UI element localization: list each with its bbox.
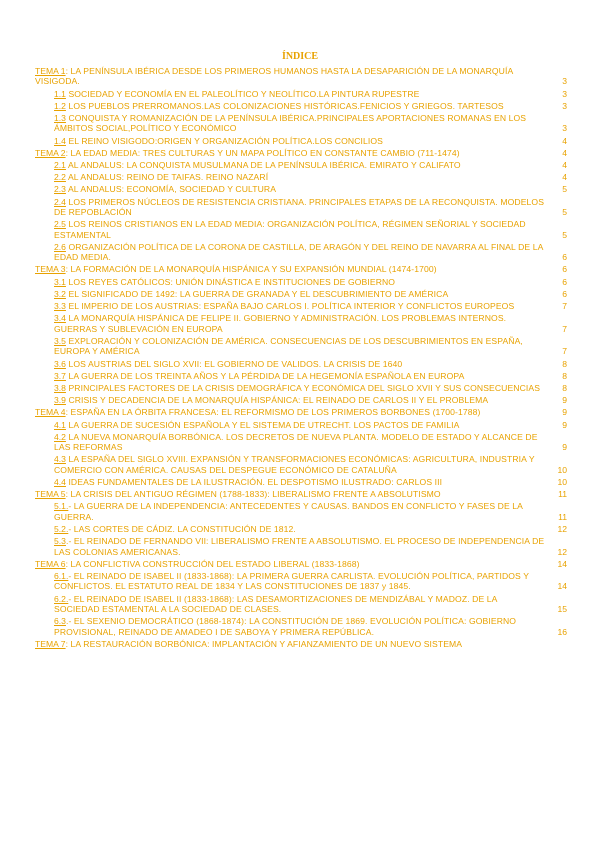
toc-entry-title: EXPLORACIÓN Y COLONIZACIÓN DE AMÉRICA. CONSECUENCIAS DE LOS DESCUBRIMIENTOS EN ESPAÑA, EUROPA Y AMÉRICA [54, 335, 523, 357]
toc-entry-page-number: 5 [562, 184, 567, 195]
toc-section-entry[interactable] [54, 536, 567, 557]
toc-entry-title: LA GUERRA DE LOS TREINTA AÑOS Y LA PÉRDIDA DE LA HEGEMONÍA ESPAÑOLA EN EUROPA [65, 370, 465, 381]
toc-entry-title: : ESPAÑA EN LA ÓRBITA FRANCESA: EL REFORMISMO DE LOS PRIMEROS BORBONES (1700-1788) [65, 407, 481, 418]
toc-entry-link-number[interactable]: 1.4 [54, 135, 66, 146]
toc-entry-link-number[interactable]: 2.2 [54, 172, 66, 183]
toc-entry-page-number: 10 [557, 476, 567, 487]
toc-entry-page-number: 6 [562, 264, 567, 275]
toc-entry-link-number[interactable]: 4.3 [54, 454, 66, 465]
toc-section-entry[interactable] [54, 113, 567, 134]
toc-entry-page-number: 4 [562, 135, 567, 146]
toc-entry-link-number[interactable]: 4.4 [54, 476, 66, 487]
toc-entry-page-number: 9 [562, 395, 567, 406]
toc-section-entry[interactable] [54, 219, 567, 240]
toc-entry-page-number: 8 [562, 382, 567, 393]
toc-entry-page-number: 10 [557, 464, 567, 475]
toc-entry-title: - LAS CORTES DE CÁDIZ. LA CONSTITUCIÓN DE 1812. [68, 523, 296, 534]
toc-entry-link-number[interactable]: 4.1 [54, 419, 66, 430]
toc-section-entry[interactable] [54, 616, 567, 637]
toc-entry-title: IDEAS FUNDAMENTALES DE LA ILUSTRACIÓN. EL DESPOTISMO ILUSTRADO: CARLOS III [65, 476, 443, 487]
toc-entry-title: LOS REYES CATÓLICOS: UNIÓN DINÁSTICA E INSTITUCIONES DE GOBIERNO [65, 276, 396, 287]
toc-entry-page-number: 8 [562, 370, 567, 381]
toc-entry-title: SOCIEDAD Y ECONOMÍA EN EL PALEOLÍTICO Y NEOLÍTICO.LA PINTURA RUPESTRE [65, 88, 420, 99]
toc-entry-title: AL ANDALUS: REINO DE TAIFAS. REINO NAZARÍ [65, 172, 269, 183]
toc-entry-title: : LA PENÍNSULA IBÉRICA DESDE LOS PRIMEROS HUMANOS HASTA LA DESAPARICIÓN DE LA MONARQUÍA VISIGODA. [35, 66, 513, 87]
toc-entry-title: : LA EDAD MEDIA: TRES CULTURAS Y UN MAPA POLÍTICO EN CONSTANTE CAMBIO (711-1474) [65, 147, 460, 158]
toc-section-entry[interactable] [54, 277, 567, 287]
toc-entry-page-number: 15 [557, 603, 567, 614]
toc-entry-page-number: 9 [562, 407, 567, 418]
toc-entry-title: AL ANDALUS: LA CONQUISTA MUSULMANA DE LA PENÍNSULA IBÉRICA. EMIRATO Y CALIFATO [65, 160, 461, 171]
toc-entry-page-number: 6 [562, 276, 567, 287]
toc-entry-page-number: 8 [562, 358, 567, 369]
toc-section-entry[interactable] [54, 420, 567, 430]
toc-entry-page-number: 3 [562, 88, 567, 99]
toc-section-entry[interactable] [54, 336, 567, 357]
toc-entry-title: - EL REINADO DE ISABEL II (1833-1868): LAS DESAMORTIZACIONES DE MENDIZÁBAL Y MADOZ. DE LA SOCIEDAD ESTAMENTAL A LA SOCIEDAD DE CLASES. [54, 593, 498, 614]
toc-entry-title: .- EL SEXENIO DEMOCRÁTICO (1868-1874): LA CONSTITUCIÓN DE 1869. EVOLUCIÓN POLÍTICA: GOBIERNO PROVISIONAL, REINADO DE AMADEO I DE SABOYA Y PRIMERA REPÚBLICA. [54, 616, 517, 637]
toc-entry-page-number: 3 [562, 76, 567, 87]
toc-entry-title: : LA FORMACIÓN DE LA MONARQUÍA HISPÁNICA Y SU EXPANSIÓN MUNDIAL (1474-1700) [65, 264, 437, 275]
toc-entry-link-number[interactable]: TEMA 5 [35, 489, 66, 500]
table-of-contents [35, 66, 567, 651]
toc-chapter-entry[interactable] [35, 559, 567, 569]
toc-entry-title: .- EL REINADO DE FERNANDO VII: LIBERALISMO FRENTE A ABSOLUTISMO. EL PROCESO DE INDEPENDENCIA DE LAS COLONIAS AMERICANAS. [54, 536, 545, 557]
toc-entry-link-number[interactable]: 2.4 [54, 196, 66, 207]
toc-entry-page-number: 5 [562, 229, 567, 240]
toc-entry-page-number: 16 [557, 626, 567, 637]
toc-entry-link-number[interactable]: 2.3 [54, 184, 66, 195]
toc-entry-link-number[interactable]: 3.9 [54, 395, 66, 406]
toc-entry-link-number[interactable]: 3.6 [54, 358, 66, 369]
toc-entry-link-number[interactable]: TEMA 2 [35, 147, 66, 158]
toc-entry-page-number: 4 [562, 147, 567, 158]
toc-entry-title: CRISIS Y DECADENCIA DE LA MONARQUÍA HISPÁNICA: EL REINADO DE CARLOS II Y EL PROBLEMA [65, 395, 489, 406]
toc-entry-page-number: 3 [562, 100, 567, 111]
toc-section-entry[interactable] [54, 101, 567, 111]
toc-entry-page-number: 7 [562, 346, 567, 357]
toc-chapter-entry[interactable] [35, 66, 567, 87]
toc-entry-page-number: 14 [557, 581, 567, 592]
toc-entry-link-number[interactable]: TEMA 1 [35, 66, 66, 76]
toc-entry-title: LA GUERRA DE SUCESIÓN ESPAÑOLA Y EL SISTEMA DE UTRECHT. LOS PACTOS DE FAMILIA [65, 419, 460, 430]
toc-entry-link-number[interactable]: 4.2 [54, 431, 66, 442]
toc-entry-link-number[interactable]: 3.7 [54, 370, 66, 381]
toc-section-entry[interactable] [54, 432, 567, 453]
toc-entry-link-number[interactable]: 6.1. [54, 570, 69, 581]
toc-chapter-entry[interactable] [35, 407, 567, 417]
toc-section-entry[interactable] [54, 477, 567, 487]
toc-entry-page-number: 4 [562, 172, 567, 183]
toc-entry-title: EL SIGNIFICADO DE 1492: LA GUERRA DE GRANADA Y EL DESCUBRIMIENTO DE AMÉRICA [65, 288, 449, 299]
toc-entry-title: : LA CONFLICTIVA CONSTRUCCIÓN DEL ESTADO LIBERAL (1833-1868) [65, 558, 360, 569]
toc-section-entry[interactable] [54, 242, 567, 263]
toc-section-entry[interactable] [54, 524, 567, 534]
toc-section-entry[interactable] [54, 454, 567, 475]
toc-entry-title: : LA CRISIS DEL ANTIGUO RÉGIMEN (1788-1833): LIBERALISMO FRENTE A ABSOLUTISMO [65, 489, 441, 500]
toc-entry-link-number[interactable]: TEMA 7 [35, 638, 66, 649]
toc-entry-title: LOS AUSTRIAS DEL SIGLO XVII: EL GOBIERNO DE VALIDOS. LA CRISIS DE 1640 [65, 358, 403, 369]
toc-entry-page-number: 12 [557, 546, 567, 557]
toc-entry-link-number[interactable]: 5.1. [54, 501, 69, 512]
toc-entry-title: - EL REINADO DE ISABEL II (1833-1868): LA PRIMERA GUERRA CARLISTA. EVOLUCIÓN POLÍTICA, PARTIDOS Y CONFLICTOS. EL ESTATUTO REAL DE 1834 Y LAS CONSTITUCIONES DE 1837 y 1845. [54, 570, 529, 592]
toc-entry-link-number[interactable]: TEMA 6 [35, 558, 66, 569]
toc-entry-link-number[interactable]: 1.3 [54, 113, 66, 124]
toc-entry-link-number[interactable]: 3.3 [54, 301, 66, 312]
toc-entry-page-number: 12 [557, 523, 567, 534]
toc-entry-page-number: 9 [562, 442, 567, 453]
toc-entry-page-number: 11 [558, 489, 567, 500]
toc-entry-page-number: 7 [562, 301, 567, 312]
toc-entry-page-number: 6 [562, 288, 567, 299]
toc-section-entry[interactable] [54, 594, 567, 615]
toc-section-entry[interactable] [54, 89, 567, 99]
toc-entry-title: LA NUEVA MONARQUÍA BORBÓNICA. LOS DECRETOS DE NUEVA PLANTA. MODELO DE ESTADO Y ALCANCE DE LAS REFORMAS [54, 431, 538, 453]
toc-entry-page-number: 11 [558, 511, 567, 522]
toc-entry-link-number[interactable]: 2.5 [54, 219, 66, 230]
toc-entry-title: ORGANIZACIÓN POLÍTICA DE LA CORONA DE CASTILLA, DE ARAGÓN Y DEL REINO DE NAVARRA AL FINAL DE LA EDAD MEDIA. [54, 241, 543, 263]
toc-section-entry[interactable] [54, 289, 567, 299]
toc-entry-title: LOS PUEBLOS PRERROMANOS.LAS COLONIZACIONES HISTÓRICAS.FENICIOS Y GRIEGOS. TARTESOS [65, 100, 504, 111]
toc-entry-link-number[interactable]: 3.2 [54, 288, 66, 299]
toc-chapter-entry[interactable] [35, 264, 567, 274]
toc-section-entry[interactable] [54, 383, 567, 393]
toc-entry-title: : LA RESTAURACIÓN BORBÓNICA: IMPLANTACIÓN Y AFIANZAMIENTO DE UN NUEVO SISTEMA [65, 638, 463, 649]
toc-chapter-entry[interactable] [35, 148, 567, 158]
toc-entry-page-number: 6 [562, 252, 567, 263]
toc-entry-page-number: 5 [562, 207, 567, 218]
toc-section-entry[interactable] [54, 359, 567, 369]
toc-section-entry[interactable] [54, 160, 567, 170]
toc-entry-title: EL REINO VISIGODO:ORIGEN Y ORGANIZACIÓN POLÍTICA.LOS CONCILIOS [65, 135, 383, 146]
toc-section-entry[interactable] [54, 571, 567, 592]
toc-entry-page-number: 4 [562, 160, 567, 171]
index-heading: ÍNDICE [281, 51, 319, 62]
toc-section-entry[interactable] [54, 313, 567, 334]
toc-entry-title: LOS PRIMEROS NÚCLEOS DE RESISTENCIA CRISTIANA. PRINCIPALES ETAPAS DE LA RECONQUISTA. MODELOS DE REPOBLACIÓN [54, 196, 545, 218]
toc-chapter-entry[interactable] [35, 639, 567, 649]
toc-entry-link-number[interactable]: 2.1 [54, 160, 66, 171]
toc-entry-link-number[interactable]: 1.2 [54, 100, 66, 111]
toc-section-entry[interactable] [54, 136, 567, 146]
toc-entry-title: LA MONARQUÍA HISPÁNICA DE FELIPE II. GOBIERNO Y ADMINISTRACIÓN. LOS PROBLEMAS INTERNOS. GUERRAS Y SUBLEVACIÓN EN EUROPA [54, 313, 507, 334]
toc-entry-link-number[interactable]: 3.1 [54, 276, 66, 287]
toc-entry-title: EL IMPERIO DE LOS AUSTRIAS: ESPAÑA BAJO CARLOS I. POLÍTICA INTERIOR Y CONFLICTOS EUROPEOS [65, 301, 515, 312]
toc-entry-link-number[interactable]: 3.4 [54, 313, 66, 324]
toc-section-entry[interactable] [54, 197, 567, 218]
toc-section-entry[interactable] [54, 501, 567, 522]
toc-entry-title: CONQUISTA Y ROMANIZACIÓN DE LA PENÍNSULA IBÉRICA.PRINCIPALES APORTACIONES ROMANAS EN LOS ÁMBITOS SOCIAL,POLÍTICO Y ECONÓMICO [54, 113, 527, 134]
toc-entry-title: PRINCIPALES FACTORES DE LA CRISIS DEMOGRÁFICA Y ECONÓMICA DEL SIGLO XVII Y SUS CONSECUENCIAS [65, 382, 541, 393]
toc-entry-link-number[interactable]: 6.2. [54, 593, 69, 604]
toc-entry-link-number[interactable]: TEMA 4 [35, 407, 66, 418]
toc-entry-page-number: 7 [562, 323, 567, 334]
toc-section-entry[interactable] [54, 172, 567, 182]
toc-entry-link-number[interactable]: 3.5 [54, 335, 66, 346]
toc-section-entry[interactable] [54, 301, 567, 311]
toc-chapter-entry[interactable] [35, 489, 567, 499]
toc-entry-link-number[interactable]: 6.3 [54, 616, 66, 627]
toc-entry-title: LA ESPAÑA DEL SIGLO XVIII. EXPANSIÓN Y TRANSFORMACIONES ECONÓMICAS: AGRICULTURA, INDUSTRIA Y COMERCIO CON AMÉRICA. CAUSAS DEL DESPEGUE ECONÓMICO DE CATALUÑA [54, 454, 535, 475]
toc-entry-page-number: 3 [562, 123, 567, 134]
toc-entry-title: - LA GUERRA DE LA INDEPENDENCIA: ANTECEDENTES Y CAUSAS. BANDOS EN CONFLICTO Y FASES DE LA GUERRA. [54, 501, 523, 522]
toc-section-entry[interactable] [54, 371, 567, 381]
toc-entry-link-number[interactable]: TEMA 3 [35, 264, 66, 275]
toc-entry-link-number[interactable]: 3.8 [54, 382, 66, 393]
toc-entry-link-number[interactable]: 5.2. [54, 523, 69, 534]
toc-section-entry[interactable] [54, 395, 567, 405]
toc-section-entry[interactable] [54, 184, 567, 194]
toc-entry-page-number: 9 [562, 419, 567, 430]
toc-entry-page-number: 14 [557, 558, 567, 569]
toc-entry-title: AL ANDALUS: ECONOMÍA, SOCIEDAD Y CULTURA [65, 184, 277, 195]
toc-entry-link-number[interactable]: 5.3 [54, 536, 66, 547]
toc-entry-title: LOS REINOS CRISTIANOS EN LA EDAD MEDIA: ORGANIZACIÓN POLÍTICA, RÉGIMEN SEÑORIAL Y SOCIEDAD ESTAMENTAL [54, 219, 526, 240]
toc-entry-link-number[interactable]: 1.1 [54, 88, 66, 99]
toc-entry-link-number[interactable]: 2.6 [54, 241, 66, 252]
